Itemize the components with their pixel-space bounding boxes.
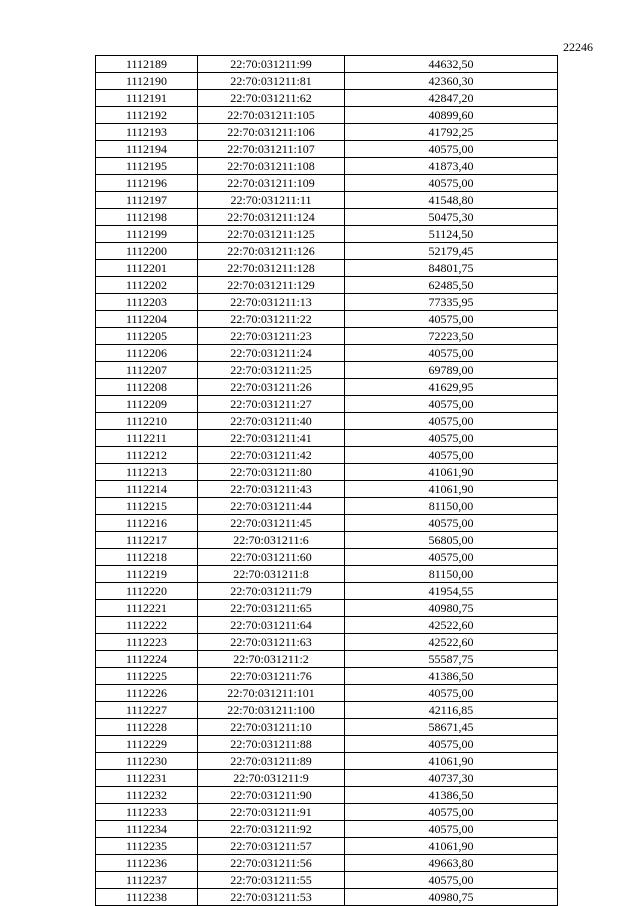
row-number-cell: 1112231 — [96, 770, 198, 787]
cadastral-value-cell: 41386,50 — [345, 787, 558, 804]
row-number-cell: 1112234 — [96, 821, 198, 838]
cadastral-number-cell: 22:70:031211:80 — [198, 464, 345, 481]
cadastral-value-cell: 52179,45 — [345, 243, 558, 260]
cadastral-number-cell: 22:70:031211:63 — [198, 634, 345, 651]
cadastral-value-cell: 41548,80 — [345, 192, 558, 209]
cadastral-number-cell: 22:70:031211:126 — [198, 243, 345, 260]
cadastral-number-cell: 22:70:031211:92 — [198, 821, 345, 838]
row-number-cell: 1112228 — [96, 719, 198, 736]
row-number-cell: 1112202 — [96, 277, 198, 294]
table-row — [96, 175, 558, 192]
cadastral-number-cell: 22:70:031211:6 — [198, 532, 345, 549]
table-row — [96, 685, 558, 702]
table-row — [96, 787, 558, 804]
row-number-cell: 1112201 — [96, 260, 198, 277]
cadastral-number-cell: 22:70:031211:25 — [198, 362, 345, 379]
row-number-cell: 1112209 — [96, 396, 198, 413]
cadastral-number-cell: 22:70:031211:89 — [198, 753, 345, 770]
cadastral-value-cell: 40980,75 — [345, 600, 558, 617]
cadastral-number-cell: 22:70:031211:107 — [198, 141, 345, 158]
table-row — [96, 753, 558, 770]
cadastral-value-cell: 40575,00 — [345, 736, 558, 753]
table-row — [96, 124, 558, 141]
cadastral-number-cell: 22:70:031211:64 — [198, 617, 345, 634]
cadastral-value-cell: 51124,50 — [345, 226, 558, 243]
table-row — [96, 396, 558, 413]
row-number-cell: 1112222 — [96, 617, 198, 634]
cadastral-number-cell: 22:70:031211:91 — [198, 804, 345, 821]
cadastral-number-cell: 22:70:031211:100 — [198, 702, 345, 719]
table-row — [96, 243, 558, 260]
table-row — [96, 566, 558, 583]
cadastral-value-cell: 81150,00 — [345, 566, 558, 583]
cadastral-number-cell: 22:70:031211:57 — [198, 838, 345, 855]
cadastral-number-cell: 22:70:031211:22 — [198, 311, 345, 328]
cadastral-number-cell: 22:70:031211:43 — [198, 481, 345, 498]
table-row — [96, 209, 558, 226]
cadastral-value-cell: 40575,00 — [345, 311, 558, 328]
row-number-cell: 1112232 — [96, 787, 198, 804]
table-row — [96, 583, 558, 600]
row-number-cell: 1112192 — [96, 107, 198, 124]
cadastral-value-cell: 84801,75 — [345, 260, 558, 277]
table-row — [96, 719, 558, 736]
cadastral-number-cell: 22:70:031211:24 — [198, 345, 345, 362]
cadastral-number-cell: 22:70:031211:124 — [198, 209, 345, 226]
table-row — [96, 158, 558, 175]
table-row — [96, 260, 558, 277]
cadastral-value-cell: 41873,40 — [345, 158, 558, 175]
row-number-cell: 1112198 — [96, 209, 198, 226]
cadastral-value-cell: 42522,60 — [345, 617, 558, 634]
cadastral-value-cell: 40980,75 — [345, 889, 558, 906]
row-number-cell: 1112219 — [96, 566, 198, 583]
row-number-cell: 1112215 — [96, 498, 198, 515]
row-number-cell: 1112212 — [96, 447, 198, 464]
cadastral-number-cell: 22:70:031211:106 — [198, 124, 345, 141]
cadastral-value-cell: 40575,00 — [345, 175, 558, 192]
cadastral-number-cell: 22:70:031211:90 — [198, 787, 345, 804]
cadastral-number-cell: 22:70:031211:125 — [198, 226, 345, 243]
table-row — [96, 702, 558, 719]
cadastral-value-cell: 42116,85 — [345, 702, 558, 719]
cadastral-number-cell: 22:70:031211:81 — [198, 73, 345, 90]
cadastral-value-cell: 40575,00 — [345, 413, 558, 430]
cadastral-value-cell: 41061,90 — [345, 481, 558, 498]
cadastral-value-cell: 81150,00 — [345, 498, 558, 515]
row-number-cell: 1112190 — [96, 73, 198, 90]
row-number-cell: 1112197 — [96, 192, 198, 209]
cadastral-value-cell: 40575,00 — [345, 549, 558, 566]
row-number-cell: 1112206 — [96, 345, 198, 362]
table-row — [96, 481, 558, 498]
cadastral-value-cell: 41386,50 — [345, 668, 558, 685]
table-row — [96, 141, 558, 158]
table-row — [96, 107, 558, 124]
cadastral-value-cell: 41061,90 — [345, 464, 558, 481]
row-number-cell: 1112220 — [96, 583, 198, 600]
table-row — [96, 430, 558, 447]
row-number-cell: 1112213 — [96, 464, 198, 481]
table-row — [96, 668, 558, 685]
cadastral-value-cell: 42847,20 — [345, 90, 558, 107]
table-row — [96, 447, 558, 464]
row-number-cell: 1112236 — [96, 855, 198, 872]
row-number-cell: 1112221 — [96, 600, 198, 617]
cadastral-number-cell: 22:70:031211:9 — [198, 770, 345, 787]
row-number-cell: 1112238 — [96, 889, 198, 906]
table-row — [96, 311, 558, 328]
table-row — [96, 413, 558, 430]
cadastral-value-cell: 40575,00 — [345, 447, 558, 464]
table-row — [96, 464, 558, 481]
cadastral-number-cell: 22:70:031211:13 — [198, 294, 345, 311]
cadastral-number-cell: 22:70:031211:56 — [198, 855, 345, 872]
table-row — [96, 515, 558, 532]
row-number-cell: 1112227 — [96, 702, 198, 719]
table-row — [96, 90, 558, 107]
cadastral-number-cell: 22:70:031211:99 — [198, 56, 345, 73]
cadastral-number-cell: 22:70:031211:88 — [198, 736, 345, 753]
cadastral-value-cell: 41061,90 — [345, 838, 558, 855]
table-row — [96, 192, 558, 209]
cadastral-value-cell: 40575,00 — [345, 821, 558, 838]
row-number-cell: 1112189 — [96, 56, 198, 73]
row-number-cell: 1112193 — [96, 124, 198, 141]
cadastral-value-cell: 62485,50 — [345, 277, 558, 294]
cadastral-number-cell: 22:70:031211:8 — [198, 566, 345, 583]
cadastral-value-cell: 42522,60 — [345, 634, 558, 651]
cadastral-value-cell: 40575,00 — [345, 141, 558, 158]
row-number-cell: 1112223 — [96, 634, 198, 651]
table-row — [96, 73, 558, 90]
cadastral-value-cell: 69789,00 — [345, 362, 558, 379]
row-number-cell: 1112211 — [96, 430, 198, 447]
table-body — [96, 56, 558, 906]
cadastral-number-cell: 22:70:031211:55 — [198, 872, 345, 889]
table-row — [96, 549, 558, 566]
table-row — [96, 855, 558, 872]
cadastral-value-cell: 44632,50 — [345, 56, 558, 73]
cadastral-value-cell: 55587,75 — [345, 651, 558, 668]
table-row — [96, 379, 558, 396]
cadastral-number-cell: 22:70:031211:40 — [198, 413, 345, 430]
row-number-cell: 1112235 — [96, 838, 198, 855]
cadastral-number-cell: 22:70:031211:101 — [198, 685, 345, 702]
row-number-cell: 1112237 — [96, 872, 198, 889]
table-row — [96, 889, 558, 906]
cadastral-value-cell: 41061,90 — [345, 753, 558, 770]
cadastral-value-cell: 40575,00 — [345, 872, 558, 889]
row-number-cell: 1112204 — [96, 311, 198, 328]
cadastral-value-cell: 40575,00 — [345, 396, 558, 413]
cadastral-number-cell: 22:70:031211:26 — [198, 379, 345, 396]
row-number-cell: 1112229 — [96, 736, 198, 753]
table-row — [96, 498, 558, 515]
cadastral-number-cell: 22:70:031211:60 — [198, 549, 345, 566]
cadastral-number-cell: 22:70:031211:76 — [198, 668, 345, 685]
row-number-cell: 1112207 — [96, 362, 198, 379]
page-number: 22246 — [563, 40, 593, 54]
table-row — [96, 362, 558, 379]
cadastral-number-cell: 22:70:031211:105 — [198, 107, 345, 124]
table-row — [96, 736, 558, 753]
cadastral-value-cell: 40575,00 — [345, 345, 558, 362]
row-number-cell: 1112200 — [96, 243, 198, 260]
cadastral-value-cell: 72223,50 — [345, 328, 558, 345]
cadastral-value-cell: 40899,60 — [345, 107, 558, 124]
table-row — [96, 345, 558, 362]
row-number-cell: 1112224 — [96, 651, 198, 668]
table-row — [96, 872, 558, 889]
row-number-cell: 1112225 — [96, 668, 198, 685]
cadastral-number-cell: 22:70:031211:27 — [198, 396, 345, 413]
cadastral-number-cell: 22:70:031211:109 — [198, 175, 345, 192]
cadastral-number-cell: 22:70:031211:41 — [198, 430, 345, 447]
cadastral-number-cell: 22:70:031211:65 — [198, 600, 345, 617]
cadastral-number-cell: 22:70:031211:10 — [198, 719, 345, 736]
cadastral-value-cell: 41629,95 — [345, 379, 558, 396]
cadastral-number-cell: 22:70:031211:129 — [198, 277, 345, 294]
row-number-cell: 1112210 — [96, 413, 198, 430]
row-number-cell: 1112205 — [96, 328, 198, 345]
table-row — [96, 634, 558, 651]
row-number-cell: 1112203 — [96, 294, 198, 311]
row-number-cell: 1112214 — [96, 481, 198, 498]
row-number-cell: 1112194 — [96, 141, 198, 158]
cadastral-number-cell: 22:70:031211:108 — [198, 158, 345, 175]
cadastral-value-cell: 77335,95 — [345, 294, 558, 311]
cadastral-value-cell: 50475,30 — [345, 209, 558, 226]
table-row — [96, 226, 558, 243]
cadastral-value-cell: 41954,55 — [345, 583, 558, 600]
cadastral-value-cell: 49663,80 — [345, 855, 558, 872]
cadastral-number-cell: 22:70:031211:11 — [198, 192, 345, 209]
table-row — [96, 804, 558, 821]
cadastral-value-cell: 56805,00 — [345, 532, 558, 549]
cadastral-number-cell: 22:70:031211:128 — [198, 260, 345, 277]
cadastral-value-cell: 40575,00 — [345, 804, 558, 821]
row-number-cell: 1112216 — [96, 515, 198, 532]
row-number-cell: 1112199 — [96, 226, 198, 243]
table-row — [96, 328, 558, 345]
row-number-cell: 1112191 — [96, 90, 198, 107]
table-row — [96, 617, 558, 634]
table-row — [96, 294, 558, 311]
row-number-cell: 1112233 — [96, 804, 198, 821]
cadastral-number-cell: 22:70:031211:45 — [198, 515, 345, 532]
cadastral-number-cell: 22:70:031211:53 — [198, 889, 345, 906]
cadastral-number-cell: 22:70:031211:23 — [198, 328, 345, 345]
table-row — [96, 56, 558, 73]
table-row — [96, 770, 558, 787]
cadastral-value-cell: 40575,00 — [345, 685, 558, 702]
table-row — [96, 600, 558, 617]
table-row — [96, 532, 558, 549]
cadastral-value-cell: 40575,00 — [345, 515, 558, 532]
cadastral-value-cell: 41792,25 — [345, 124, 558, 141]
cadastral-value-cell: 40575,00 — [345, 430, 558, 447]
table-row — [96, 838, 558, 855]
table-row — [96, 277, 558, 294]
row-number-cell: 1112230 — [96, 753, 198, 770]
cadastral-number-cell: 22:70:031211:44 — [198, 498, 345, 515]
cadastral-value-cell: 40737,30 — [345, 770, 558, 787]
cadastral-value-cell: 58671,45 — [345, 719, 558, 736]
row-number-cell: 1112218 — [96, 549, 198, 566]
row-number-cell: 1112217 — [96, 532, 198, 549]
cadastral-number-cell: 22:70:031211:42 — [198, 447, 345, 464]
cadastral-value-table — [95, 55, 558, 906]
row-number-cell: 1112208 — [96, 379, 198, 396]
row-number-cell: 1112195 — [96, 158, 198, 175]
row-number-cell: 1112196 — [96, 175, 198, 192]
table-row — [96, 821, 558, 838]
cadastral-value-cell: 42360,30 — [345, 73, 558, 90]
cadastral-number-cell: 22:70:031211:2 — [198, 651, 345, 668]
table-row — [96, 651, 558, 668]
row-number-cell: 1112226 — [96, 685, 198, 702]
cadastral-number-cell: 22:70:031211:79 — [198, 583, 345, 600]
cadastral-number-cell: 22:70:031211:62 — [198, 90, 345, 107]
